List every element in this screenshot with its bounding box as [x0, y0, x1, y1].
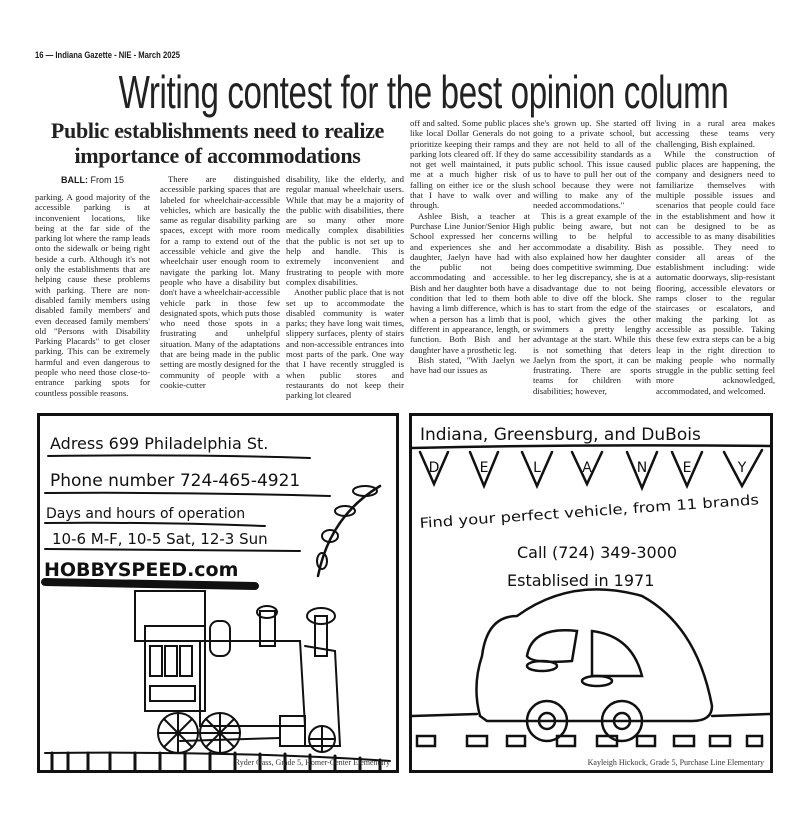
headline-line: importance of accommodations: [74, 143, 361, 168]
banner-letter: D: [428, 460, 440, 476]
article-column-4: [410, 118, 530, 375]
article-column-2: [160, 174, 280, 390]
locations-text: Indiana, Greensburg, and DuBois: [420, 425, 701, 445]
artwork-caption: Ryder Gass, Grade 5, Homer-Center Elementary: [234, 758, 390, 767]
paragraph: disability, like the elderly, and regular manual wheelchair users. While that may be a majority of the public with disabilities, there are so many other more medically complex disabilities that the public is not set up to help and handle. This is extremely inconvenient and frustrating to people with more complex disabilities.: [286, 174, 404, 287]
article-column-5: [533, 118, 651, 396]
article-column-1: [35, 192, 150, 398]
banner-letter: E: [479, 460, 489, 476]
page-title: Writing contest for the best opinion column: [118, 66, 729, 118]
article-column-6: [656, 118, 775, 396]
jump-text: From 15: [90, 175, 125, 185]
banner-letter: E: [682, 460, 692, 476]
paragraph: Another public place that is not set up to accommodate the disabled community is water parks; they have long wait times, slippery surfaces, plenty of stairs and non-accessible entrances into most parts of the park. One way that I have recently struggled is when public stores and restaurants do not keep their parking lot cleared: [286, 287, 404, 401]
headline-line: Public establishments need to realize: [50, 118, 385, 143]
paragraph: There are distinguished accessible parking spaces that are labeled for wheelchair-accessible vehicles, which are basically the same as regular disability parking spaces, except with more room for a ramp to extend out of the accessible vehicle and give the wheelchair user enough room to navigate the parking lot. Many people who have a disability but don't have a wheelchair-accessible vehicle park in those few designated spots, which puts those who need those spots in a frustrating and unhelpful situation. Many of the adaptations that are being made in the public setting are mostly designed for the community of people with a cookie-cutter: [160, 174, 280, 390]
paragraph: Bish stated, "With Jaelyn we have had our issues as: [410, 354, 530, 376]
jump-label: BALL:: [60, 175, 88, 185]
paragraph: living in a rural area makes accessing these teams very challenging, Bish explained.: [656, 118, 775, 149]
artwork-caption: Kayleigh Hickock, Grade 5, Purchase Line Elementary: [587, 758, 764, 767]
banner-letter: Y: [737, 460, 747, 476]
address-text: Adress 699 Philadelphia St.: [50, 434, 269, 453]
jump-line: [35, 175, 150, 185]
article-column-3: [286, 174, 404, 401]
paragraph: Ashlee Bish, a teacher at Purchase Line Junior/Senior High School expressed her concerns and experiences she and her daughter, Jaelyn have had with the public not being accommodating and accessible. Bish and her daughter both have a condition that led to them both having a limb difference, which is when a person has a limb that is different in appearance, length, or function. Both Bish and her daughter have a prosthetic leg.: [410, 210, 530, 355]
website-text: HOBBYSPEED.com: [44, 559, 239, 581]
banner-letter: A: [582, 460, 592, 476]
established-text: Establised in 1971: [507, 571, 655, 590]
paragraph: off and salted. Some public places like local Dollar Generals do not prioritize keeping their ramps and parking lots cleared off. If they do not get well maintained, it puts me at a much higher risk of falling on either ice or the slush that I have to walk over and through.: [410, 118, 530, 211]
train-drawing: [40, 416, 396, 770]
article-headline: [35, 118, 400, 168]
page-folio: 16 — Indiana Gazette - NIE - March 2025: [35, 50, 180, 60]
paragraph: This is a great example of the public being aware, but not willing to be helpful to accommodate a disability. Bish also explained how her daughter does competitive swimming. Due to her leg discrepancy, she is at a disadvantage due to not being able to dive off the block. She has to start from the edge of the pool, which gives the other swimmers a pretty lengthy advantage at the start. While this is not something that deters Jaelyn from the sport, it can be frustrating. There are sports teams for children with disabilities; however,: [533, 210, 651, 396]
hours-label: Days and hours of operation: [46, 506, 246, 522]
artwork-hobby-speed-ad: [37, 413, 399, 773]
paragraph: While the construction of public places are happening, the company and designers need to familiarize themselves with multiple possible issues and scenarios that people could face in the establishment and how it can be designed to be as accessible to as many disabilities as possible. They need to consider all areas of the establishment including: wide automatic doorways, slip-resistant flooring, accessible elevators or ramps closer to the regular staircases or escalators, and making the parking lot as accessible as possible. Taking these few extra steps can be a big leap in the right direction to making people who normally struggle in the public setting feel more acknowledged, accommodated, and welcomed.: [656, 148, 775, 396]
banner-letter: L: [533, 460, 541, 476]
car-drawing: [412, 416, 770, 770]
paragraph: parking. A good majority of the accessible parking is at inconvenient locations, like being at the far side of the parking lot where the ramp leads onto the sidewalk or being right beside a curb. Although it's not only the establishments that are helping cause these problems with parking. There are non-disabled family members using disabled family members' and even deceased family members' old "Persons with Disability Parking Placards" to get closer parking. This can be extremely harmful and even dangerous to people who need those close-to-entrance parking spots for countless possible reasons.: [35, 192, 150, 398]
dealer-phone-text: Call (724) 349-3000: [517, 543, 678, 562]
paragraph: she's grown up. She started off going to a private school, but they are not held to all of the same accessibility standards as a public school. This issue caused us to have to pull her out of the school because they were not willing to make any of the needed accommodations.": [533, 118, 651, 211]
banner-letter: N: [636, 460, 648, 476]
artwork-delaney-ad: [409, 413, 773, 773]
hours-text: 10-6 M-F, 10-5 Sat, 12-3 Sun: [52, 530, 268, 548]
slogan-text: Find your perfect vehicle, from 11 brands: [419, 495, 710, 532]
phone-text: Phone number 724-465-4921: [50, 471, 301, 491]
